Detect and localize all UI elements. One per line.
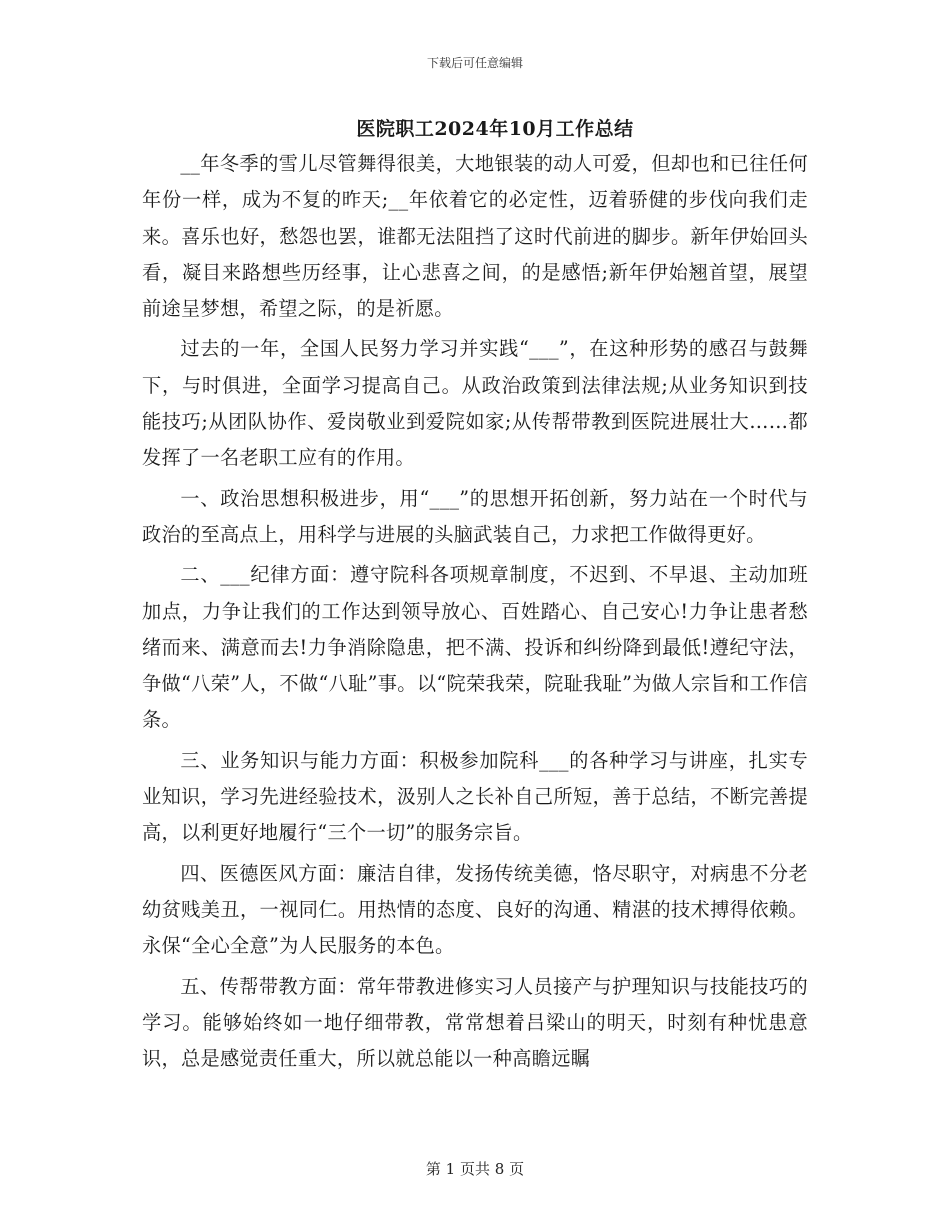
header-note: 下载后可任意编辑 [426,56,523,70]
document-title: 医院职工2024年10月工作总结 [356,118,634,140]
paragraph: 过去的一年，全国人民努力学习并实践“___”，在这种形势的感召与鼓舞下，与时俱进，全面学习提高自己。从政治政策到法律法规;从业务知识到技能技巧;从团队协作、爱岗敬业到爱院如家;从传帮带教到医院进展壮大……都发挥了一名老职工应有的作用。 [142,337,808,470]
paragraph: 二、___纪律方面：遵守院科各项规章制度，不迟到、不早退、主动加班加点，力争让我们的工作达到领导放心、百姓踏心、自己安心!力争让患者愁绪而来、满意而去!力争消除隐患，把不满、投诉和纠纷降到最低!遵纪守法，争做“八荣”人，不做“八耻”事。以“院荣我荣，院耻我耻”为做人宗旨和工作信条。 [142,563,808,732]
paragraph: __年冬季的雪儿尽管舞得很美，大地银装的动人可爱，但却也和已往任何年份一样，成为不复的昨天;__年依着它的必定性，迈着骄健的步伐向我们走来。喜乐也好，愁怨也罢，谁都无法阻挡了这时代前进的脚步。新年伊始回头看，凝目来路想些历经事，让心悲喜之间，的是感悟;新年伊始翘首望，展望前途呈梦想，希望之际，的是祈愿。 [142,152,808,321]
paragraph: 四、医德医风方面：廉洁自律，发扬传统美德，恪尽职守，对病患不分老幼贫贱美丑，一视同仁。用热情的态度、良好的沟通、精湛的技术搏得依赖。永保“全心全意”为人民服务的本色。 [142,861,808,958]
paragraph: 五、传帮带教方面：常年带教进修实习人员接产与护理知识与技能技巧的学习。能够始终如一地仔细带教，常常想着吕梁山的明天，时刻有种忧患意识，总是感觉责任重大，所以就总能以一种高瞻远瞩 [142,974,808,1071]
paragraph: 一、政治思想积极进步，用“___”的思想开拓创新，努力站在一个时代与政治的至高点上，用科学与进展的头脑武装自己，力求把工作做得更好。 [142,486,808,546]
page-number: 第 1 页共 8 页 [425,1160,525,1178]
document-body [142,146,808,1081]
paragraph: 三、业务知识与能力方面：积极参加院科___的各种学习与讲座，扎实专业知识，学习先进经验技术，汲别人之长补自己所短，善于总结，不断完善提高，以利更好地履行“三个一切”的服务宗旨。 [142,748,808,845]
